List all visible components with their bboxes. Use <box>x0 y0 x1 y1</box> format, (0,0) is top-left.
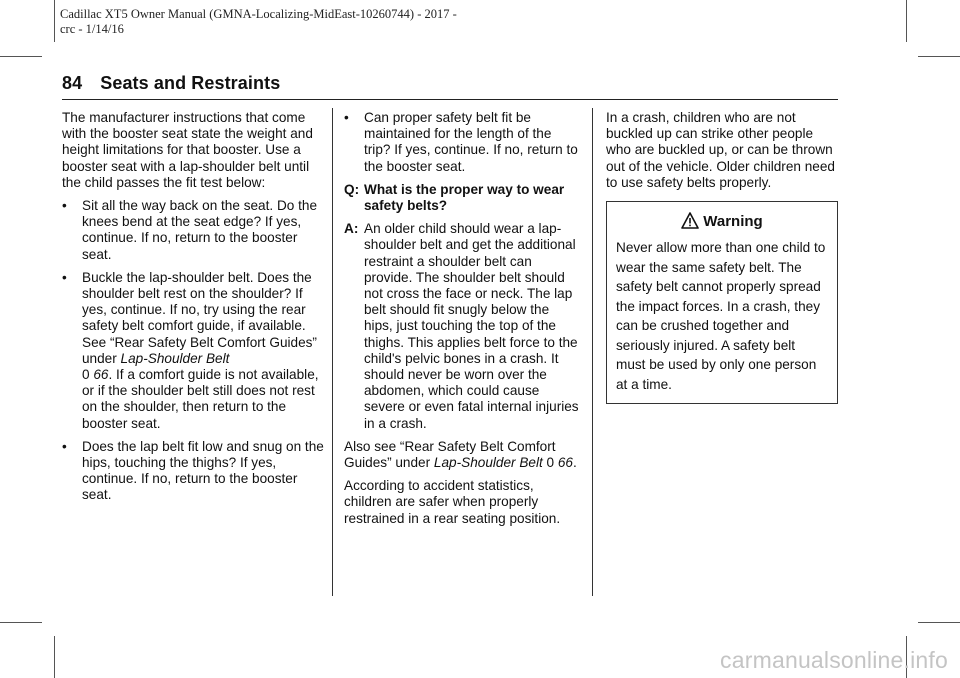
see-also-paragraph <box>344 439 580 471</box>
crop-mark <box>54 0 55 42</box>
bullet-icon: • <box>62 198 67 214</box>
bullet-text: Can proper safety belt fit be maintained for the length of the trip? If yes, continue. If no, return to the booster seat. <box>364 110 578 174</box>
crop-mark <box>918 622 960 623</box>
warning-box <box>606 201 838 404</box>
bullet-icon: • <box>344 110 349 125</box>
heading-rule <box>62 99 838 100</box>
bullet-text: Sit all the way back on the seat. Do the knees bend at the seat edge? If yes, continue. If no, return to the booster seat. <box>82 198 318 262</box>
column-1 <box>62 110 324 511</box>
cross-reference-link[interactable]: Lap-Shoulder Belt <box>120 350 230 366</box>
crop-mark <box>0 622 42 623</box>
crop-mark <box>54 636 55 678</box>
bullet-text: Does the lap belt fit low and snug on the hips, touching the thighs? If yes, continue. If no, return to the booster seat. <box>82 438 324 503</box>
intro-paragraph: The manufacturer instructions that come with the booster seat state the weight and height limitations for that booster. Use a booster seat with a lap-shoulder belt until the child passes the fit test below: <box>62 110 313 190</box>
crash-paragraph: In a crash, children who are not buckled up can strike other people who are buckled up, or can be thrown out of the vehicle. Older children need to use safety belts properly. <box>606 110 835 190</box>
watermark: carmanualsonline.info <box>720 647 948 673</box>
bullet-icon: • <box>62 438 67 454</box>
list-item <box>62 439 324 504</box>
warning-heading <box>607 202 837 238</box>
answer <box>344 221 580 432</box>
document-header <box>60 7 457 37</box>
bullet-icon: • <box>62 269 67 285</box>
list-item <box>62 270 324 432</box>
answer-label: A: <box>344 221 359 237</box>
page-ref-arrow-icon: 0 <box>82 367 90 383</box>
page-heading <box>62 73 280 94</box>
page-reference[interactable]: 66 <box>557 455 573 471</box>
statistics-paragraph: According to accident statistics, children are safer when properly restrained in a rear seating position. <box>344 478 561 526</box>
bullet-text: Buckle the lap-shoulder belt. Does the shoulder belt rest on the shoulder? If yes, continue. If no, try using the rear safety belt comfort guide, if available. See “Rear Safety Belt Comfort Guides” under <box>82 269 317 366</box>
column-divider <box>592 108 593 596</box>
page-ref-arrow-icon: 0 <box>546 455 555 471</box>
list-item <box>344 110 580 175</box>
crop-mark <box>906 0 907 42</box>
see-also-text: Also see “Rear Safety Belt Comfort Guides” under <box>344 438 556 471</box>
bullet-text: . If a comfort guide is not available, or if the shoulder belt still does not rest on the shoulder, then return to the booster seat. <box>82 367 319 431</box>
question-text: What is the proper way to wear safety belts? <box>364 181 565 214</box>
column-divider <box>332 108 333 596</box>
question <box>344 182 580 214</box>
crop-mark <box>0 56 42 57</box>
warning-triangle-icon <box>681 212 699 229</box>
page-number: 84 <box>62 73 83 93</box>
header-line-2: crc - 1/14/16 <box>60 22 124 36</box>
header-line-1: Cadillac XT5 Owner Manual (GMNA-Localizing-MidEast-10260744) - 2017 - <box>60 7 457 21</box>
column-3 <box>606 110 838 404</box>
page-reference[interactable]: 66 <box>93 367 109 383</box>
warning-text: Never allow more than one child to wear the same safety belt. The safety belt cannot properly spread the impact forces. In a crash, they can be crushed together and seriously injured. A safety belt must be used by only one person at a time. <box>616 240 826 392</box>
punctuation: . <box>573 455 577 471</box>
warning-title: Warning <box>703 213 763 231</box>
crop-mark <box>918 56 960 57</box>
cross-reference-link[interactable]: Lap-Shoulder Belt <box>433 455 543 471</box>
answer-text: An older child should wear a lap-shoulder belt and get the additional restraint a shoulder belt can provide. The shoulder belt should not cross the face or neck. The lap belt should fit snugly below the hips, just touching the top of the thighs. This applies belt force to the child's pelvic bones in a crash. It should never be worn over the abdomen, which could cause severe or even fatal internal injuries in a crash. <box>364 221 579 431</box>
section-title: Seats and Restraints <box>100 73 281 93</box>
column-2 <box>344 110 580 534</box>
list-item <box>62 198 324 263</box>
question-label: Q: <box>344 181 360 197</box>
